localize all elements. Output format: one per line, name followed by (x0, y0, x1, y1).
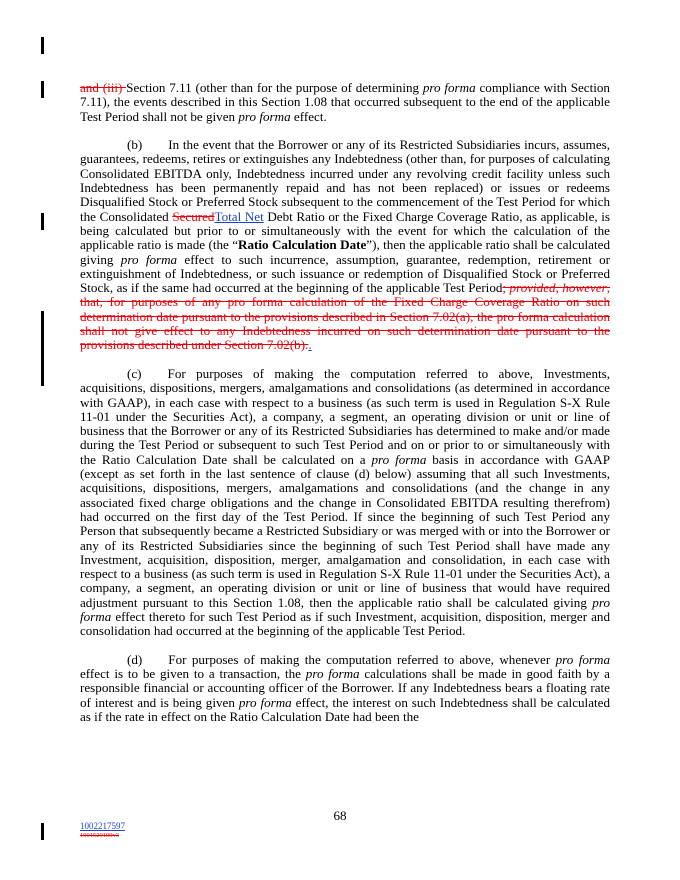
page-number: 68 (333, 808, 347, 823)
change-bar (41, 37, 44, 54)
change-bar (41, 81, 44, 98)
deleted-text: and (iii) (80, 80, 127, 95)
deleted-document-id: 1001520109v3 (80, 832, 119, 839)
clause-label: (b) (127, 137, 143, 153)
paragraph-a-continuation: and (iii) Section 7.11 (other than for the purpose of determining pro forma compliance with Section 7.11), the events described in this Section 1.08 that occurred subsequent to the end of the applicable Test Period shall not be given pro forma effect. (80, 80, 610, 124)
paragraph-b: (b) In the event that the Borrower or any of its Restricted Subsidiaries incurs, assumes, guarantees, redeems, retires or extinguishes any Indebtedness (other than, for purposes of calculating Consolidated EBITDA only, Indebtedness incurred under any revolving credit facility unless such Indebtedness has been permanently repaid and has not been replaced) or issues or redeems Disqualified Stock or Preferred Stock subsequent to the commencement of the Test Period for which the Consolidated SecuredTotal Net Debt Ratio or the Fixed Charge Coverage Ratio, as applicable, is being calculated but prior to or simultaneously with the event for which the calculation of the applicable ratio is made (the “Ratio Calculation Date”), then the applicable ratio shall be calculated giving pro forma effect to such incurrence, assumption, guarantee, redemption, retirement or extinguishment of Indebtedness, or such issuance or redemption of Disqualified Stock or Preferred Stock, as if the same had occurred at the beginning of the applicable Test Period; provided, however, that, for purposes of any pro forma calculation of the Fixed Charge Coverage Ratio on such determination date pursuant to the provisions described in Section 7.02(a), the pro forma calculation shall not give effect to any Indebtedness incurred on such determination date pursuant to the provisions described under Section 7.02(b).. (80, 137, 611, 353)
inserted-text: . (308, 337, 312, 353)
deleted-text: ; (502, 280, 510, 296)
deleted-text: Secured (172, 208, 215, 224)
change-bar (41, 311, 44, 386)
paragraph-d: (d) For purposes of making the computation referred to above, whenever pro forma effect is to be given to a transaction, the pro forma calculations shall be made in good faith by a responsible financial or accounting officer of the Borrower. If any Indebtedness bears a floating rate of interest and is being given pro forma effect, the interest on such Indebtedness shall be calculated as if the rate in effect on the Ratio Calculation Date had been the (80, 651, 611, 725)
deleted-text: , (555, 280, 563, 296)
clause-label: (c) (127, 365, 142, 381)
paragraph-c: (c) For purposes of making the computation referred to above, Investments, acquisitions, dispositions, mergers, amalgamations and consolidations (as determined in accordance with GAAP), in each case with respect to a business (as such term is used in Regulation S-X Rule 11-01 under the Securities Act), a company, a segment, an operating division or unit or line of business that the Borrower or any of its Restricted Subsidiaries has determined to make and/or made during the Test Period or subsequent to such Test Period and on or prior to or simultaneously with the Ratio Calculation Date shall be calculated on a pro forma basis in accordance with GAAP (except as set forth in the last sentence of clause (d) below) assuming that all such Investments, acquisitions, dispositions, mergers, amalgamations and consolidations (and the change in any associated fixed charge obligations and the change in Consolidated EBITDA resulting therefrom) had occurred on the first day of the Test Period. If since the beginning of such Test Period any Person that subsequently became a Restricted Subsidiary or was merged with or into the Borrower or any of its Restricted Subsidiaries since the beginning of such Test Period shall have made any Investment, acquisition, disposition, merger, amalgamation and consolidation, in each case with respect to a business (as such term is used in Regulation S-X Rule 11-01 under the Securities Act), a company, a segment, an operating division or unit or line of business that would have required adjustment pursuant to this Section 1.08, then the applicable ratio shall be calculated giving pro forma effect thereto for such Test Period as if such Investment, acquisition, disposition, merger and consolidation had occurred at the beginning of the applicable Test Period. (80, 365, 610, 639)
inserted-text: Total Net (214, 208, 264, 224)
document-body (80, 81, 610, 739)
document-id: 1002217597 (80, 821, 125, 831)
deleted-text: , that, for purposes of any pro forma calculation of the Fixed Charge Coverage Ratio on such determination date pursuant to the provisions described in Section 7.02(a), the pro forma calculation shall not give effect to any Indebtedness incurred on such determination date pursuant to the provisions described under Section 7.02(b). (80, 280, 611, 353)
deleted-text: however (562, 280, 607, 296)
change-bar (41, 213, 44, 230)
clause-label: (d) (127, 651, 143, 667)
change-bar (41, 823, 44, 840)
defined-term: Ratio Calculation Date (238, 237, 367, 253)
deleted-text: provided (509, 280, 556, 296)
